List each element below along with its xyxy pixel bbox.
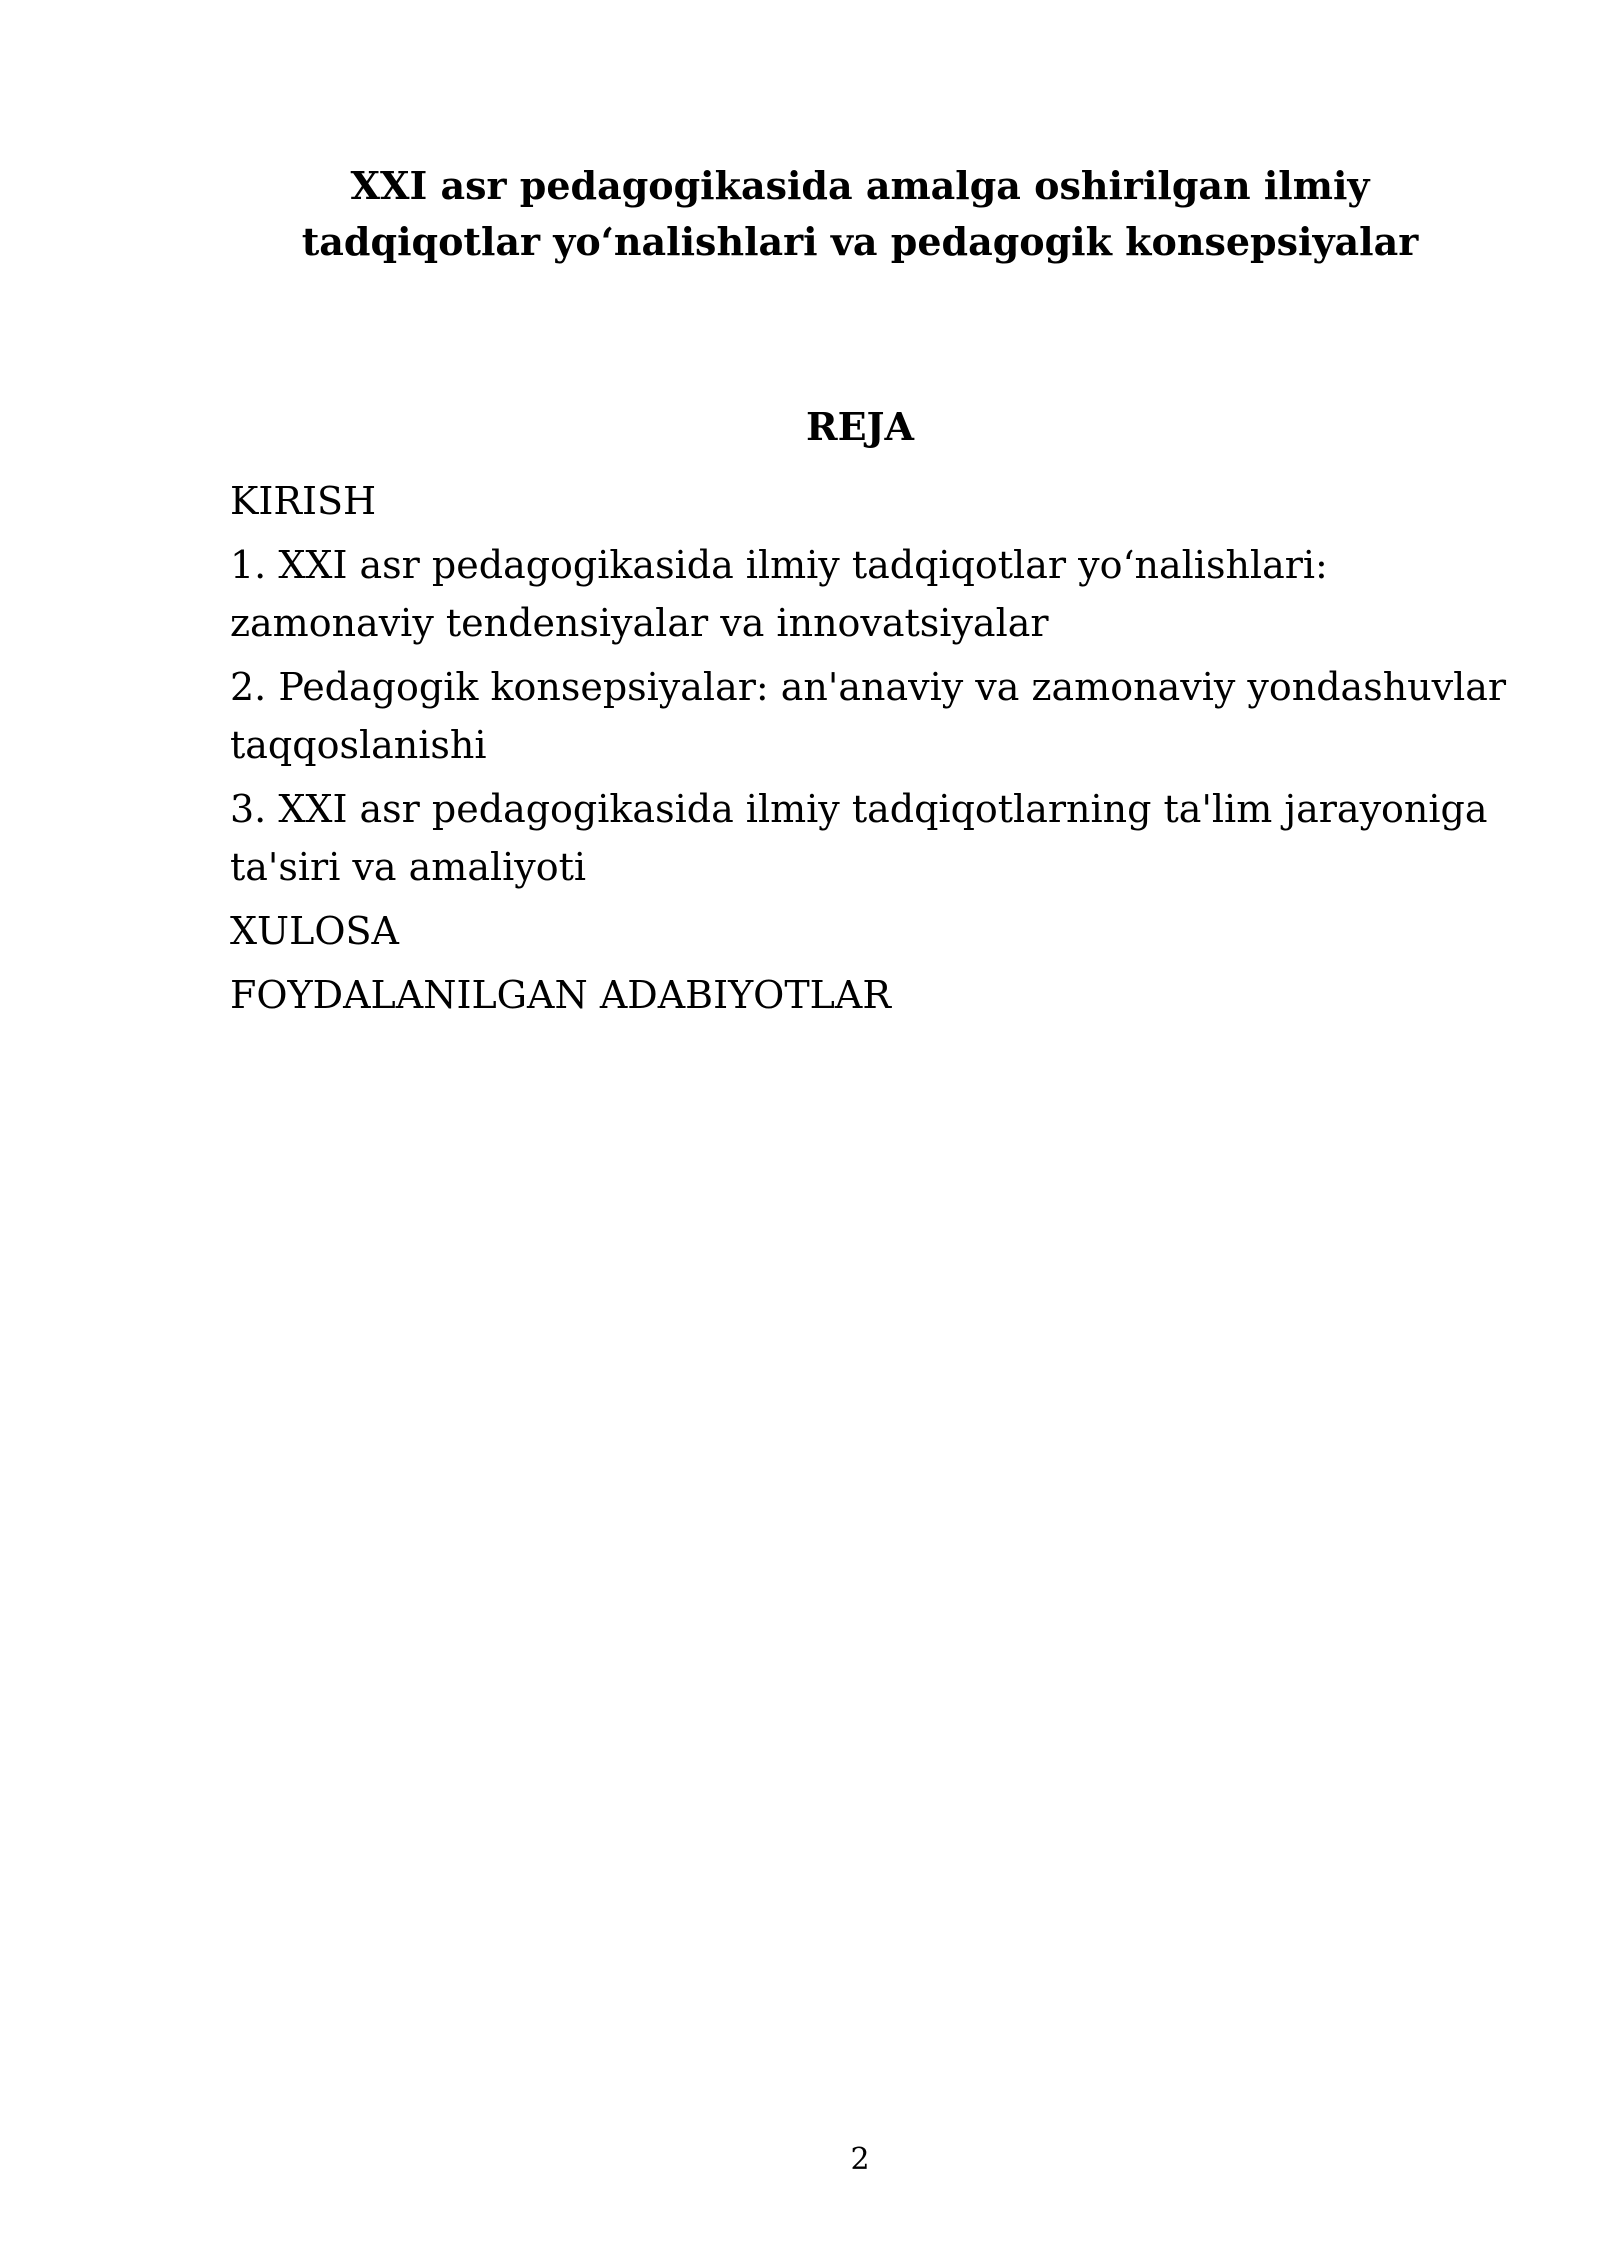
- plan-item-2: 2. Pedagogik konsepsiyalar: an'anaviy va zamonaviy yondashuvlar taqqoslanishi: [230, 665, 1507, 767]
- plan-list: [230, 472, 1530, 1030]
- document-title: XXI asr pedagogikasida amalga oshirilgan ilmiy tadqiqotlar yo‘nalishlari va pedagogik konsepsiyalar: [301, 163, 1419, 264]
- plan-heading: REJA: [805, 404, 914, 449]
- page-number: 2: [850, 2142, 870, 2177]
- plan-item-3: 3. XXI asr pedagogikasida ilmiy tadqiqotlarning ta'lim jarayoniga ta'siri va amaliyoti: [230, 787, 1488, 889]
- plan-item-1: 1. XXI asr pedagogikasida ilmiy tadqiqotlar yo‘nalishlari: zamonaviy tendensiyalar va innovatsiyalar: [230, 543, 1328, 645]
- plan-item-conclusion: XULOSA: [230, 909, 399, 953]
- plan-item-introduction: KIRISH: [230, 479, 377, 523]
- plan-item-references: FOYDALANILGAN ADABIYOTLAR: [230, 973, 891, 1017]
